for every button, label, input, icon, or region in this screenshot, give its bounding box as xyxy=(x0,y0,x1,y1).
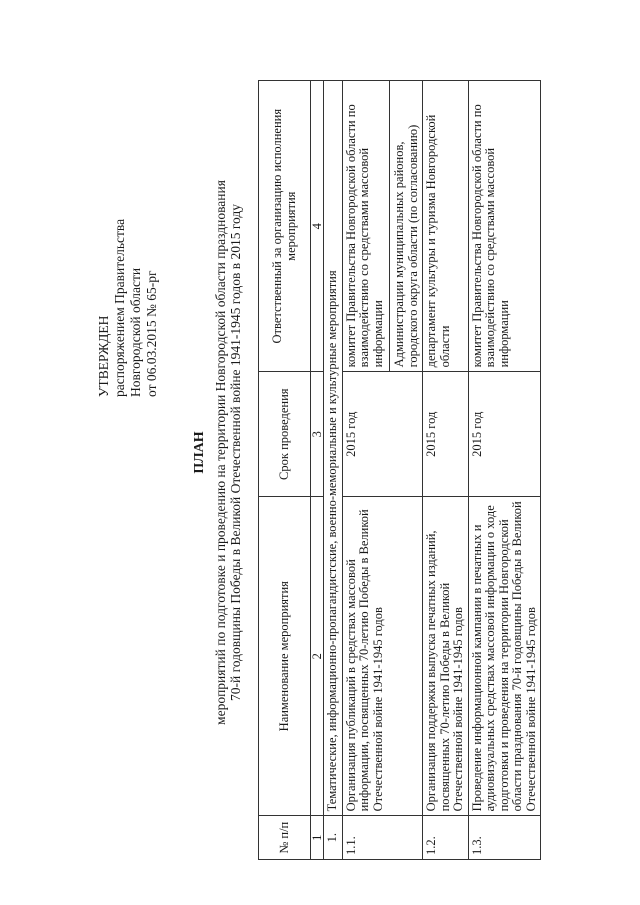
section-row xyxy=(324,81,343,860)
row-term: 2015 год xyxy=(468,372,541,497)
header-row xyxy=(259,81,311,860)
header-term: Срок проведения xyxy=(259,372,311,497)
col-number-3: 3 xyxy=(311,372,324,497)
approval-stamp xyxy=(96,97,160,397)
approval-date-number: от 06.03.2015 № 65-рг xyxy=(144,270,159,397)
row-term: 2015 год xyxy=(342,372,423,497)
col-number-1: 1 xyxy=(311,816,324,860)
subtitle-line-1: мероприятий по подготовке и проведению на территории Новгородской области празднования xyxy=(213,180,228,725)
column-number-row xyxy=(311,81,324,860)
row-responsible-primary: комитет Правительства Новгородской области по взаимодействию со средствами массовой информации xyxy=(343,104,385,368)
header-num: № п/п xyxy=(259,816,311,860)
row-num: 1.1. xyxy=(342,816,423,860)
table-row xyxy=(423,81,469,860)
table-row xyxy=(342,81,423,860)
row-responsible-secondary: Администрации муниципальных районов, городского округа области (по согласованию) xyxy=(389,81,420,371)
approval-by: распоряжением Правительства xyxy=(112,218,127,397)
row-responsible xyxy=(342,81,423,372)
row-num: 1.3. xyxy=(468,816,541,860)
section-num: 1. xyxy=(324,816,343,860)
col-number-4: 4 xyxy=(311,81,324,372)
document-title: ПЛАН xyxy=(192,431,207,474)
row-name: Организация поддержки выпуска печатных изданий, посвященных 70-летию Победы в Великой Отечественной войне 1941-1945 годов xyxy=(423,497,469,816)
approval-heading: УТВЕРЖДЕН xyxy=(96,315,111,397)
col-number-2: 2 xyxy=(311,497,324,816)
subtitle-line-2: 70-й годовщины Победы в Великой Отечественной войне 1941-1945 годов в 2015 году xyxy=(228,203,243,702)
row-term: 2015 год xyxy=(423,372,469,497)
row-responsible: комитет Правительства Новгородской области по взаимодействию со средствами массовой информации xyxy=(468,81,541,372)
row-name: Организация публикаций в средствах массовой информации, посвященных 70-летию Победы в Великой Отечественной войне 1941-1945 годов xyxy=(342,497,423,816)
document-subtitle xyxy=(213,20,243,885)
header-responsible: Ответственный за организацию исполнения мероприятия xyxy=(259,81,311,372)
row-responsible: департамент культуры и туризма Новгородской области xyxy=(423,81,469,372)
table-row xyxy=(468,81,541,860)
row-name: Проведение информационной кампании в печатных и аудиовизуальных средствах массовой информации о ходе подготовки и проведения на территории Новгородской области празднования 70-й годовщины Победы в Великой Отечественной войне 1941-1945 годов xyxy=(468,497,541,816)
row-num: 1.2. xyxy=(423,816,469,860)
approval-region: Новгородской области xyxy=(128,267,143,397)
header-name: Наименование мероприятия xyxy=(259,497,311,816)
plan-table xyxy=(258,80,541,860)
section-title: Тематические, информационно-пропагандистские, военно-мемориальные и культурные мероприятия xyxy=(324,81,343,816)
